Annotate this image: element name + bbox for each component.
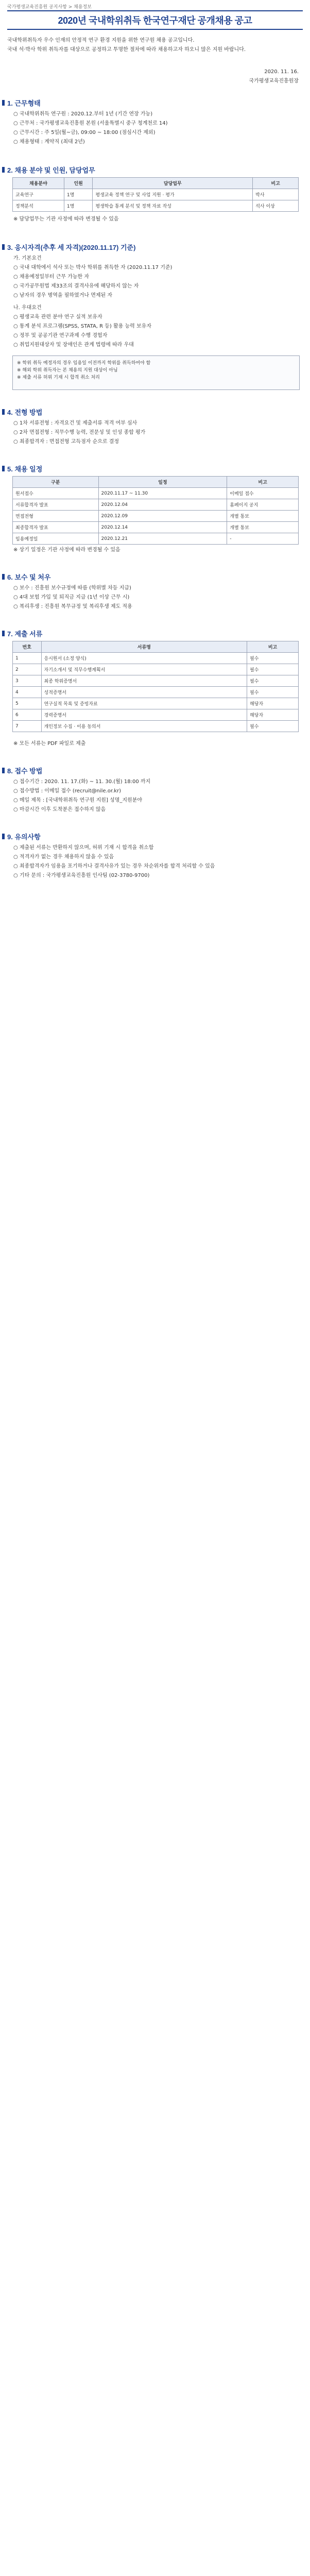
intro-paragraph-1: 국내학위취득자 우수 인재의 안정적 연구 환경 지원을 위한 연구원 채용 공고입니다. [7,38,195,43]
table-cell: 1명 [64,189,93,200]
table-header: 채용분야 [13,178,64,189]
table-row [13,687,299,698]
title-box [7,10,303,30]
table-header: 인원 [64,178,93,189]
table-row [13,488,299,499]
documents-table [12,641,299,732]
section-7-title: 7. 제출 서류 [7,629,42,638]
section-9-line: ○ 최종합격자가 임용을 포기하거나 결격사유가 있는 경우 차순위자를 합격 처리할 수 있음 [13,863,215,869]
table-cell: 석사 이상 [253,200,299,212]
table-header: 번호 [13,641,42,653]
section-4-title: 4. 전형 방법 [7,407,42,417]
table-row [13,675,299,687]
table-cell: 연구실적 목록 및 증빙자료 [41,698,247,709]
section-9-title: 9. 유의사항 [7,832,41,841]
section-6-title: 6. 보수 및 처우 [7,572,50,582]
table-cell: 개별 통보 [227,522,299,533]
section-3-line: ○ 평생교육 관련 분야 연구 실적 보유자 [13,314,102,320]
table-cell: 면접전형 [13,511,99,522]
table-row [13,511,299,522]
table-cell: 해당자 [247,698,299,709]
table-cell: 필수 [247,653,299,664]
table-cell: 이메일 접수 [227,488,299,499]
section-3-line: 가. 기본요건 [13,256,42,261]
table-header: 비고 [227,477,299,488]
table-cell: 박사 [253,189,299,200]
positions-table [12,177,299,212]
table-cell: 해당자 [247,709,299,721]
notice-box [12,355,300,390]
section-6-line: ○ 보수 : 진흥원 보수규정에 따름 (학위별 차등 지급) [13,585,131,591]
section-1-line: ○ 국내학위취득 연구원 : 2020.12.부터 1년 (기간 연장 가능) [13,111,153,117]
table-row [13,664,299,675]
table-header: 서류명 [41,641,247,653]
section-8-title: 8. 접수 방법 [7,766,42,775]
section-2-note: ※ 담당업무는 기관 사정에 따라 변경될 수 있음 [13,216,119,222]
table-cell: 7 [13,721,42,732]
table-cell: 원서접수 [13,488,99,499]
section-3-line: ○ 남자의 경우 병역을 필하였거나 면제된 자 [13,293,113,298]
table-row [13,533,299,545]
section-3-line: ○ 국내 대학에서 석사 또는 박사 학위를 취득한 자 (2020.11.17 기준) [13,265,173,270]
section-9-line: ○ 적격자가 없는 경우 채용하지 않을 수 있음 [13,854,114,860]
notice-line: ※ 학위 취득 예정자의 경우 임용일 이전까지 학위를 취득하여야 함 [17,361,151,366]
section-5-title: 5. 채용 일정 [7,464,42,473]
notice-line: ※ 해외 학위 취득자는 본 채용의 지원 대상이 아님 [17,368,118,373]
table-cell: 응시원서 (소정 양식) [41,653,247,664]
section-3-title: 3. 응시자격(추후 세 자격)(2020.11.17) 기준) [7,242,135,252]
table-cell: 3 [13,675,42,687]
table-cell: 성적증명서 [41,687,247,698]
table-cell: 2 [13,664,42,675]
table-cell: 2020.12.09 [98,511,227,522]
section-1-title: 1. 근무형태 [7,98,41,108]
page-title: 2020년 국내학위취득 한국연구재단 공개채용 공고 [58,15,252,26]
section-6-line: ○ 4대 보험 가입 및 퇴직금 지급 (1년 이상 근무 시) [13,595,130,600]
table-cell: - [227,533,299,545]
section-3-line: ○ 통계 분석 프로그램(SPSS, STATA, R 등) 활용 능력 보유자 [13,324,151,329]
table-row [13,200,299,212]
table-cell: 필수 [247,687,299,698]
schedule-table [12,476,299,545]
table-cell: 필수 [247,664,299,675]
section-3-line: 나. 우대요건 [13,305,42,311]
table-cell: 자기소개서 및 직무수행계획서 [41,664,247,675]
section-9-line: ○ 제출된 서류는 반환하지 않으며, 허위 기재 시 합격을 취소함 [13,845,154,851]
table-row [13,189,299,200]
table-row [13,522,299,533]
section-2-title: 2. 채용 분야 및 인원, 담당업무 [7,165,95,175]
section-3-line: ○ 정부 및 공공기관 연구과제 수행 경험자 [13,333,108,338]
table-cell: 필수 [247,675,299,687]
table-cell: 최종 학위증명서 [41,675,247,687]
section-9-line: ○ 기타 문의 : 국가평생교육진흥원 인사팀 (02-3780-9700) [13,873,150,878]
table-cell: 임용예정일 [13,533,99,545]
notice-line: ※ 제출 서류 허위 기재 시 합격 취소 처리 [17,375,100,380]
table-cell: 경력증명서 [41,709,247,721]
table-cell: 최종합격자 발표 [13,522,99,533]
table-cell: 교육연구 [13,189,64,200]
table-cell: 2020.12.04 [98,499,227,511]
table-cell: 2020.12.14 [98,522,227,533]
table-cell: 1 [13,653,42,664]
table-cell: 평생학습 통계 분석 및 정책 자료 작성 [93,200,253,212]
table-cell: 2020.11.17 ~ 11.30 [98,488,227,499]
section-1-line: ○ 근무시간 : 주 5일(월~금), 09:00 ~ 18:00 (점심시간 제외) [13,130,156,135]
announcing-organization: 국가평생교육진흥원장 [249,78,299,84]
section-5-note: ※ 상기 일정은 기관 사정에 따라 변경될 수 있음 [13,547,120,553]
intro-text [7,36,303,55]
table-header: 비고 [253,178,299,189]
section-4-line: ○ 1차 서류전형 : 자격요건 및 제출서류 적격 여부 심사 [13,420,137,426]
section-4-line: ○ 최종합격자 : 면접전형 고득점자 순으로 결정 [13,439,119,445]
table-header: 담당업무 [93,178,253,189]
table-cell: 홈페이지 공지 [227,499,299,511]
table-header: 구분 [13,477,99,488]
table-row [13,709,299,721]
table-cell: 6 [13,709,42,721]
table-row [13,698,299,709]
table-cell: 1명 [64,200,93,212]
table-header: 일정 [98,477,227,488]
section-8-line: ○ 메일 제목 : [국내학위취득 연구원 지원] 성명_지원분야 [13,798,143,803]
table-header: 비고 [247,641,299,653]
section-8-line: ○ 마감시간 이후 도착분은 접수하지 않음 [13,807,106,812]
section-3-line: ○ 국가공무원법 제33조의 결격사유에 해당하지 않는 자 [13,283,139,289]
table-cell: 개별 통보 [227,511,299,522]
table-cell: 정책분석 [13,200,64,212]
breadcrumb[interactable]: 국가평생교육진흥원 공지사항 > 채용정보 [7,5,92,10]
section-3-line: ○ 취업지원대상자 및 장애인은 관계 법령에 따라 우대 [13,342,134,348]
section-1-line: ○ 근무처 : 국가평생교육진흥원 본원 (서울특별시 중구 청계천로 14) [13,121,168,126]
section-8-line: ○ 접수기간 : 2020. 11. 17.(화) ~ 11. 30.(월) 18:00 까지 [13,779,151,785]
announcement-date: 2020. 11. 16. [264,69,299,75]
section-3-line: ○ 채용예정일부터 근무 가능한 자 [13,274,90,280]
section-1-line: ○ 채용형태 : 계약직 (최대 2년) [13,139,85,145]
section-4-line: ○ 2차 면접전형 : 직무수행 능력, 전문성 및 인성 종합 평가 [13,430,146,435]
table-row [13,653,299,664]
table-cell: 2020.12.21 [98,533,227,545]
table-cell: 개인정보 수집 · 이용 동의서 [41,721,247,732]
section-6-line: ○ 복리후생 : 진흥원 복무규정 및 복리후생 제도 적용 [13,604,132,609]
table-cell: 5 [13,698,42,709]
table-row [13,499,299,511]
table-row [13,721,299,732]
intro-paragraph-2: 국내 석·박사 학위 취득자를 대상으로 공정하고 투명한 절차에 따라 채용하고자 하오니 많은 지원 바랍니다. [7,47,246,53]
table-cell: 4 [13,687,42,698]
table-cell: 필수 [247,721,299,732]
section-8-line: ○ 접수방법 : 이메일 접수 (recruit@nile.or.kr) [13,788,122,794]
table-cell: 평생교육 정책 연구 및 사업 지원 · 평가 [93,189,253,200]
table-cell: 서류합격자 발표 [13,499,99,511]
section-7-note: ※ 모든 서류는 PDF 파일로 제출 [13,741,86,747]
